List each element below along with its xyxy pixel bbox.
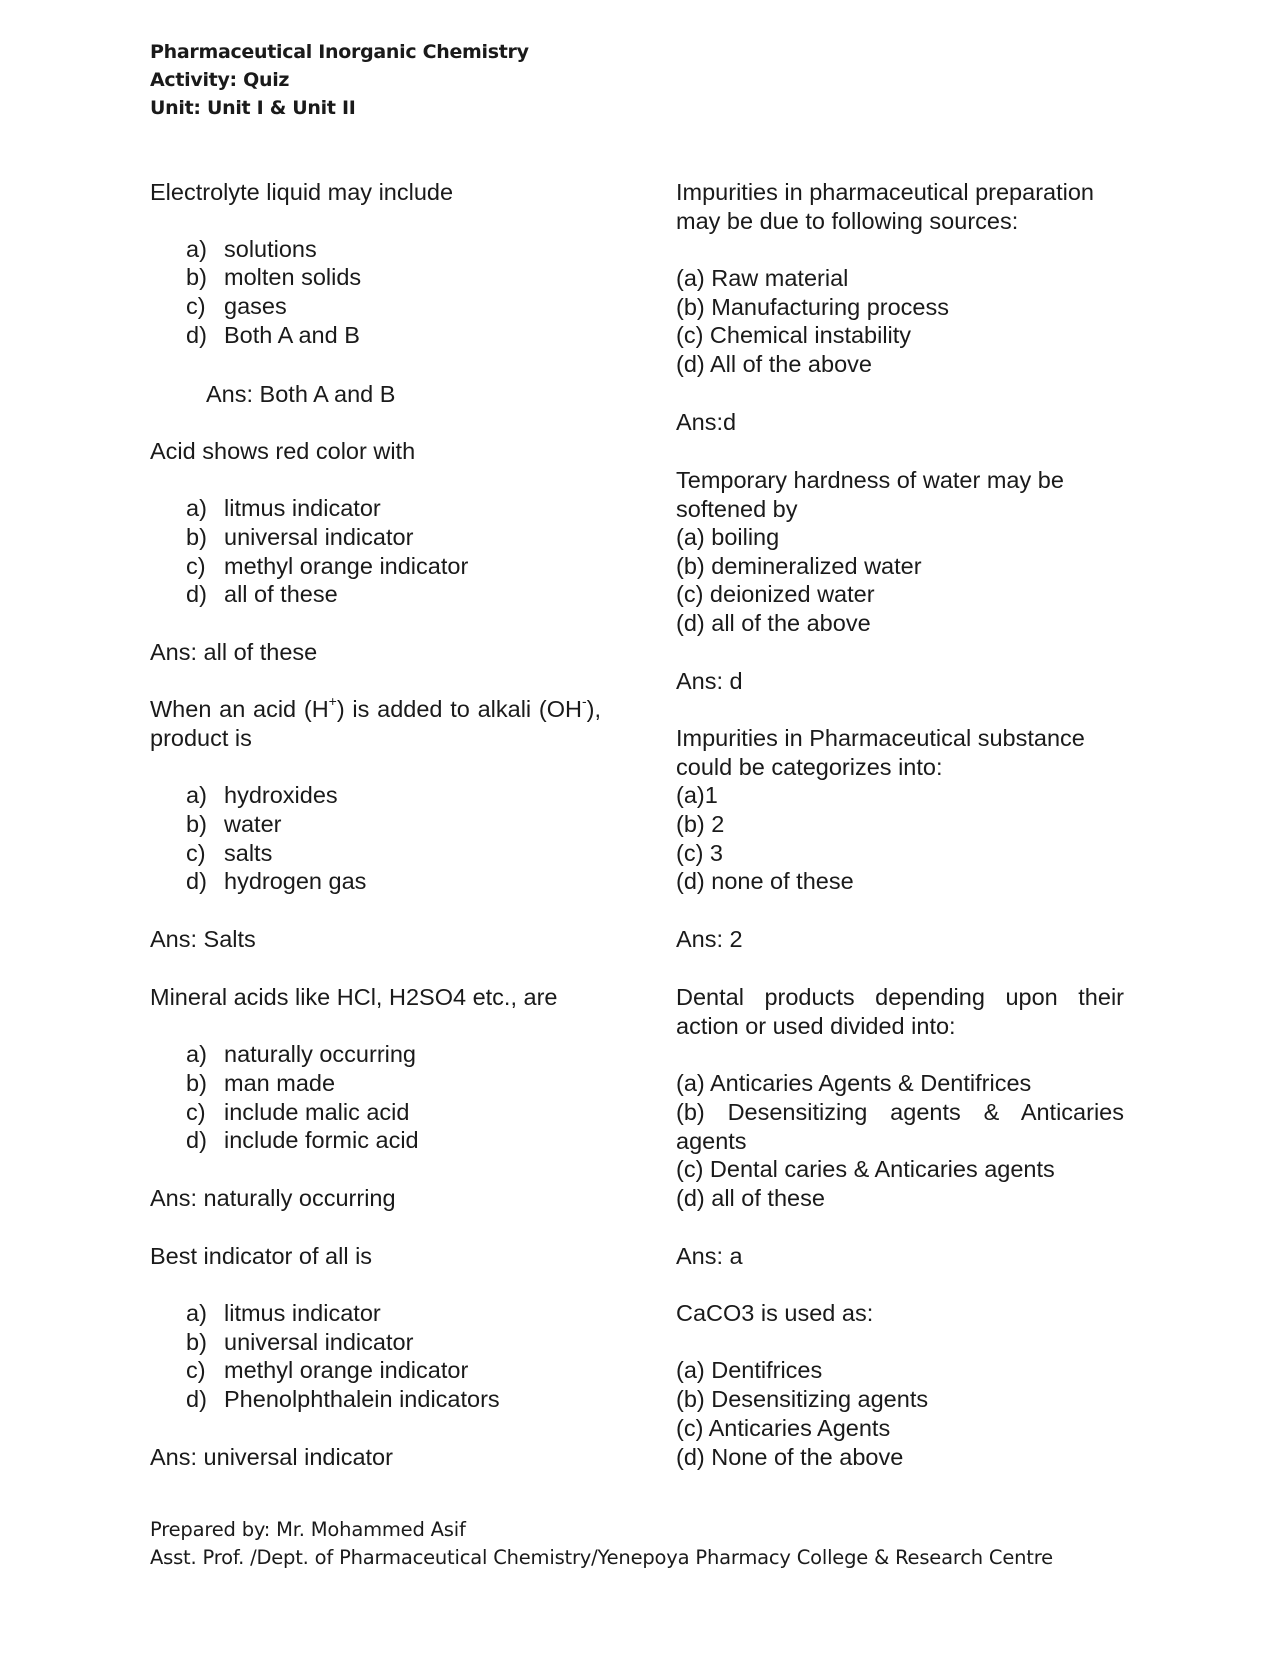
- option: (b) 2: [676, 811, 725, 837]
- option: (a)1: [676, 782, 718, 808]
- option: c) methyl orange indicator: [186, 553, 469, 579]
- option: (c) deionized water: [676, 581, 875, 607]
- option: b) molten solids: [186, 264, 362, 290]
- right-q3-answer: Ans: 2: [676, 926, 743, 952]
- unit-label: Unit: Unit I & Unit II: [150, 97, 356, 119]
- left-q2-answer: Ans: all of these: [150, 639, 318, 665]
- left-q1-question: Electrolyte liquid may include: [150, 179, 454, 205]
- left-q3-question: When an acid (H+) is added to alkali (OH-), product is: [150, 693, 601, 751]
- right-q4-answer: Ans: a: [676, 1243, 743, 1269]
- option: (d) all of these: [676, 1185, 825, 1211]
- document-footer: [150, 1516, 1053, 1572]
- left-q3-answer: Ans: Salts: [150, 926, 256, 952]
- option: (b) Manufacturing process: [676, 294, 949, 320]
- option: b) water: [186, 811, 282, 837]
- option: a) solutions: [186, 236, 317, 262]
- left-q4-answer: Ans: naturally occurring: [150, 1185, 396, 1211]
- option: d) all of these: [186, 581, 338, 607]
- option: (c) Dental caries & Anticaries agents: [676, 1156, 1055, 1182]
- option: b) universal indicator: [186, 524, 414, 550]
- course-title: Pharmaceutical Inorganic Chemistry: [150, 41, 529, 63]
- option: d) hydrogen gas: [186, 868, 367, 894]
- option: c) salts: [186, 840, 273, 866]
- option: (b) Desensitizing agents & Anticaries agents: [676, 1099, 1124, 1154]
- right-q1-answer: Ans:d: [676, 409, 737, 435]
- left-q5-answer: Ans: universal indicator: [150, 1444, 393, 1470]
- option: c) gases: [186, 293, 287, 319]
- option: (a) Raw material: [676, 265, 849, 291]
- right-q1-question: Impurities in pharmaceutical preparation may be due to following sources:: [676, 179, 1094, 234]
- option: d) Both A and B: [186, 322, 360, 348]
- option: b) man made: [186, 1070, 336, 1096]
- right-q3-question: Impurities in Pharmaceutical substance could be categorizes into:: [676, 725, 1085, 780]
- left-q2-question: Acid shows red color with: [150, 438, 416, 464]
- option: (b) Desensitizing agents: [676, 1386, 929, 1412]
- option: d) include formic acid: [186, 1127, 419, 1153]
- option: c) methyl orange indicator: [186, 1357, 469, 1383]
- option: (a) Dentifrices: [676, 1357, 823, 1383]
- activity-label: Activity: Quiz: [150, 69, 290, 91]
- option: (d) All of the above: [676, 351, 872, 377]
- right-q2-question: Temporary hardness of water may be softened by: [676, 467, 1064, 522]
- option: c) include malic acid: [186, 1099, 410, 1125]
- option: a) litmus indicator: [186, 495, 381, 521]
- option: a) litmus indicator: [186, 1300, 381, 1326]
- option: a) hydroxides: [186, 782, 338, 808]
- right-q5-question: CaCO3 is used as:: [676, 1300, 874, 1326]
- document-header: [150, 38, 529, 122]
- option: (a) boiling: [676, 524, 780, 550]
- option: (c) Chemical instability: [676, 322, 912, 348]
- right-q2-answer: Ans: d: [676, 668, 743, 694]
- option: d) Phenolphthalein indicators: [186, 1386, 500, 1412]
- left-q5-question: Best indicator of all is: [150, 1243, 373, 1269]
- option: (d) none of these: [676, 868, 854, 894]
- prepared-by: Prepared by: Mr. Mohammed Asif: [150, 1518, 466, 1541]
- option: (d) None of the above: [676, 1444, 904, 1470]
- option: b) universal indicator: [186, 1329, 414, 1355]
- option: (c) Anticaries Agents: [676, 1415, 891, 1441]
- option: (c) 3: [676, 840, 723, 866]
- option: a) naturally occurring: [186, 1041, 417, 1067]
- left-q4-question: Mineral acids like HCl, H2SO4 etc., are: [150, 984, 558, 1010]
- right-q4-question: Dental products depending upon their action or used divided into:: [676, 984, 1124, 1039]
- option: (d) all of the above: [676, 610, 871, 636]
- option: (a) Anticaries Agents & Dentifrices: [676, 1070, 1032, 1096]
- author-designation: Asst. Prof. /Dept. of Pharmaceutical Chemistry/Yenepoya Pharmacy College & Research Centre: [150, 1546, 1053, 1569]
- left-q1-answer: Ans: Both A and B: [206, 381, 396, 407]
- option: (b) demineralized water: [676, 553, 922, 579]
